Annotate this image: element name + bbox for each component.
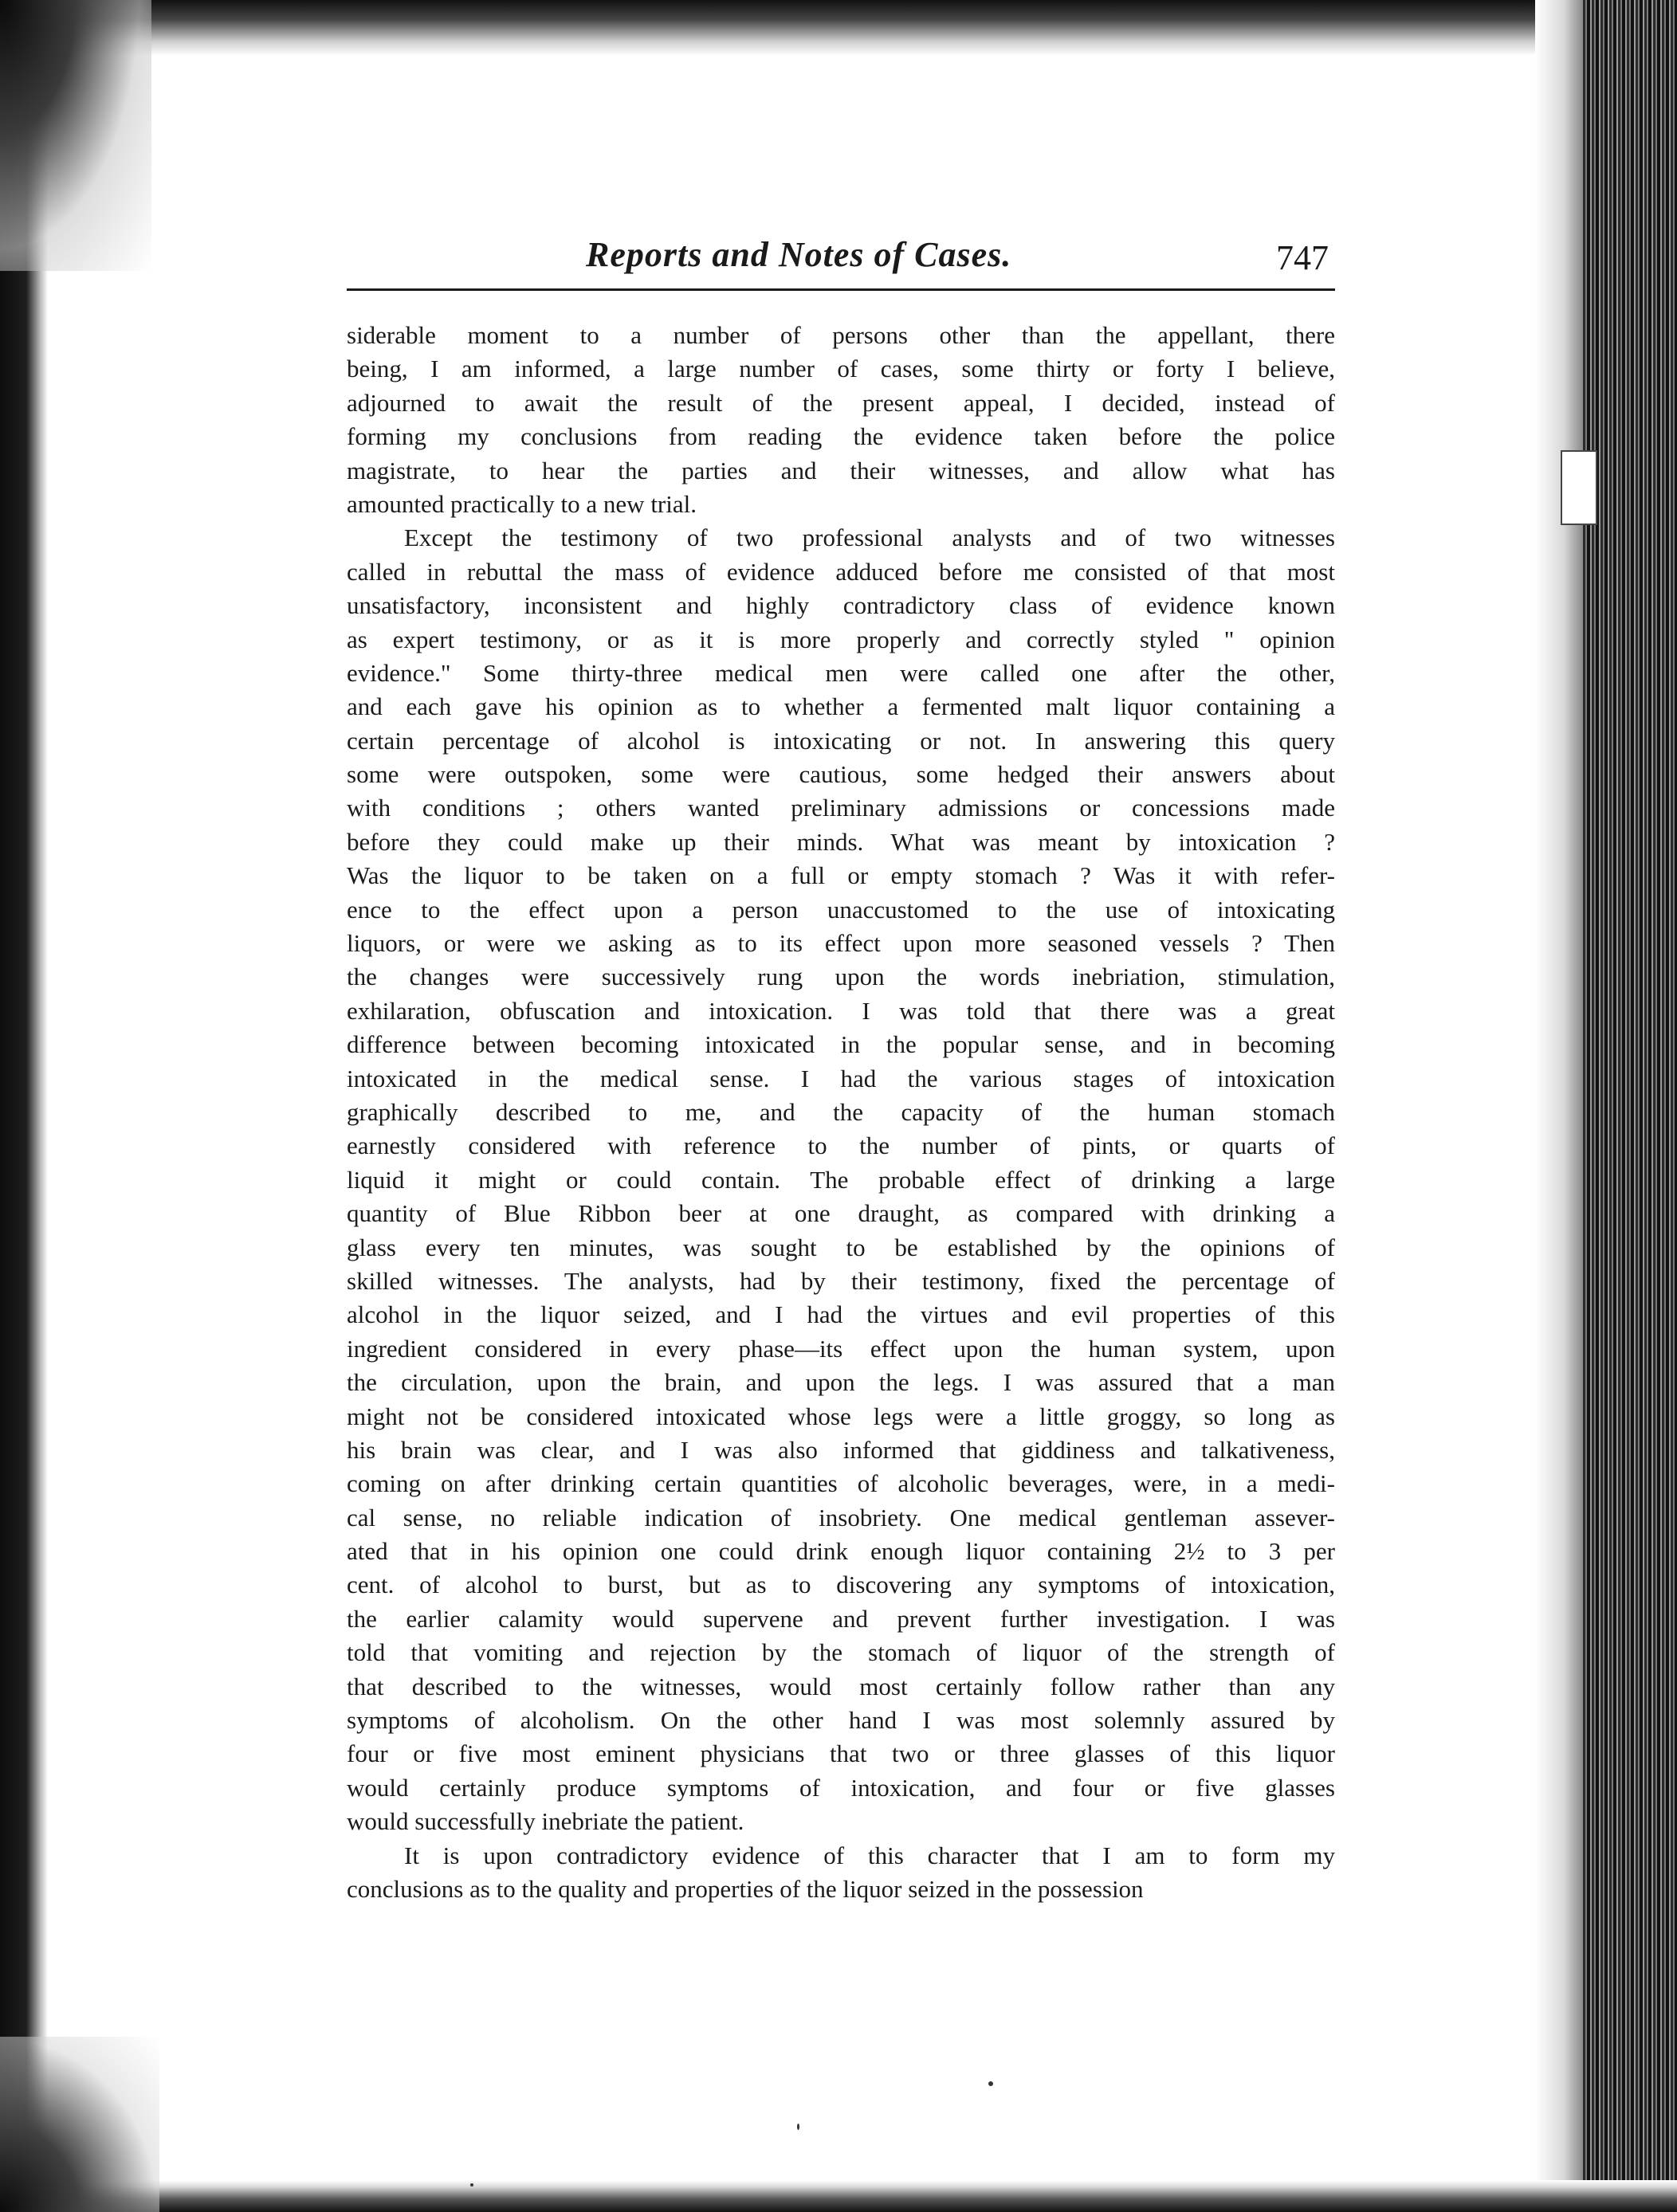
text-line: with conditions ; others wanted preliminary admissions or concessions made (347, 794, 1335, 822)
running-title: Reports and Notes of Cases. (586, 235, 1012, 274)
text-line: adjourned to await the result of the present appeal, I decided, instead of (347, 388, 1335, 417)
text-line: ated that in his opinion one could drink enough liquor containing 2½ to 3 per (347, 1537, 1335, 1566)
scan-corner-bottom-left (0, 2037, 159, 2212)
text-line: difference between becoming intoxicated in the popular sense, and in becoming (347, 1030, 1335, 1059)
text-line: cal sense, no reliable indication of insobriety. One medical gentleman assever- (347, 1503, 1335, 1532)
page-number: 747 (1276, 238, 1329, 277)
text-line: symptoms of alcoholism. On the other hand I was most solemnly assured by (347, 1706, 1335, 1735)
text-line: siderable moment to a number of persons other than the appellant, there (347, 321, 1335, 349)
text-line: his brain was clear, and I was also informed that giddiness and talkativeness, (347, 1435, 1335, 1464)
text-line: forming my conclusions from reading the evidence taken before the police (347, 422, 1335, 451)
text-line: the circulation, upon the brain, and upon the legs. I was assured that a man (347, 1368, 1335, 1397)
text-line: certain percentage of alcohol is intoxicating or not. In answering this query (347, 726, 1335, 755)
text-line: would certainly produce symptoms of intoxication, and four or five glasses (347, 1773, 1335, 1802)
text-line: evidence." Some thirty-three medical men were called one after the other, (347, 658, 1335, 687)
scan-edge-right-fade (1535, 0, 1583, 2212)
text-line: and each gave his opinion as to whether a fermented malt liquor containing a (347, 692, 1335, 721)
text-line: earnestly considered with reference to the number of pints, or quarts of (347, 1131, 1335, 1160)
text-line: called in rebuttal the mass of evidence adduced before me consisted of that most (347, 557, 1335, 586)
paragraph (347, 319, 1335, 521)
text-line: magistrate, to hear the parties and their witnesses, and allow what has (347, 456, 1335, 484)
text-line: cent. of alcohol to burst, but as to discovering any symptoms of intoxication, (347, 1571, 1335, 1599)
text-line: ingredient considered in every phase—its effect upon the human system, upon (347, 1334, 1335, 1363)
paragraph (347, 1839, 1335, 1907)
text-line: being, I am informed, a large number of cases, some thirty or forty I believe, (347, 355, 1335, 383)
text-line: might not be considered intoxicated whose legs were a little groggy, so long as (347, 1402, 1335, 1430)
text-line: skilled witnesses. The analysts, had by their testimony, fixed the percentage of (347, 1266, 1335, 1295)
text-line: some were outspoken, some were cautious, some hedged their answers about (347, 760, 1335, 789)
paragraph (347, 521, 1335, 1838)
scan-corner-top-left (0, 0, 151, 271)
text-line: unsatisfactory, inconsistent and highly contradictory class of evidence known (347, 591, 1335, 620)
text-line: intoxicated in the medical sense. I had the various stages of intoxication (347, 1064, 1335, 1092)
text-line: glass every ten minutes, was sought to be established by the opinions of (347, 1233, 1335, 1261)
text-line: alcohol in the liquor seized, and I had the virtues and evil properties of this (347, 1300, 1335, 1329)
text-line: that described to the witnesses, would most certainly follow rather than any (347, 1672, 1335, 1700)
scan-edge-bottom (0, 2180, 1677, 2212)
text-line: exhilaration, obfuscation and intoxication. I was told that there was a great (347, 996, 1335, 1025)
text-line: before they could make up their minds. What was meant by intoxication ? (347, 827, 1335, 856)
text-line: the earlier calamity would supervene and prevent further investigation. I was (347, 1604, 1335, 1633)
text-line: ence to the effect upon a person unaccustomed to the use of intoxicating (347, 895, 1335, 924)
text-line: as expert testimony, or as it is more properly and correctly styled " opinion (347, 625, 1335, 653)
text-line: coming on after drinking certain quantities of alcoholic beverages, were, in a medi- (347, 1469, 1335, 1498)
text-line: Was the liquor to be taken on a full or empty stomach ? Was it with refer- (347, 861, 1335, 890)
scan-speck (988, 2081, 993, 2086)
text-line: conclusions as to the quality and properties of the liquor seized in the possession (347, 1874, 1144, 1903)
scan-speck (470, 2183, 473, 2187)
page-tab-mark (1561, 450, 1597, 525)
text-line: graphically described to me, and the capacity of the human stomach (347, 1097, 1335, 1126)
text-line: four or five most eminent physicians that two or three glasses of this liquor (347, 1739, 1335, 1768)
body-text (347, 319, 1335, 1906)
text-line: liquors, or were we asking as to its effect upon more seasoned vessels ? Then (347, 929, 1335, 958)
text-line: quantity of Blue Ribbon beer at one draught, as compared with drinking a (347, 1199, 1335, 1228)
scan-edge-right (1583, 0, 1677, 2212)
text-line: the changes were successively rung upon the words inebriation, stimulation, (347, 963, 1335, 991)
text-line: It is upon contradictory evidence of this character that I am to form my (404, 1841, 1335, 1869)
text-line: told that vomiting and rejection by the stomach of liquor of the strength of (347, 1638, 1335, 1667)
text-line: liquid it might or could contain. The probable effect of drinking a large (347, 1165, 1335, 1194)
text-line: would successfully inebriate the patient. (347, 1807, 744, 1836)
text-line: amounted practically to a new trial. (347, 489, 697, 518)
scan-speck (797, 2124, 799, 2130)
scan-edge-top (0, 0, 1677, 56)
scan-edge-left (0, 0, 48, 2212)
text-line: Except the testimony of two professional analysts and of two witnesses (404, 524, 1335, 552)
page-header (347, 225, 1335, 291)
